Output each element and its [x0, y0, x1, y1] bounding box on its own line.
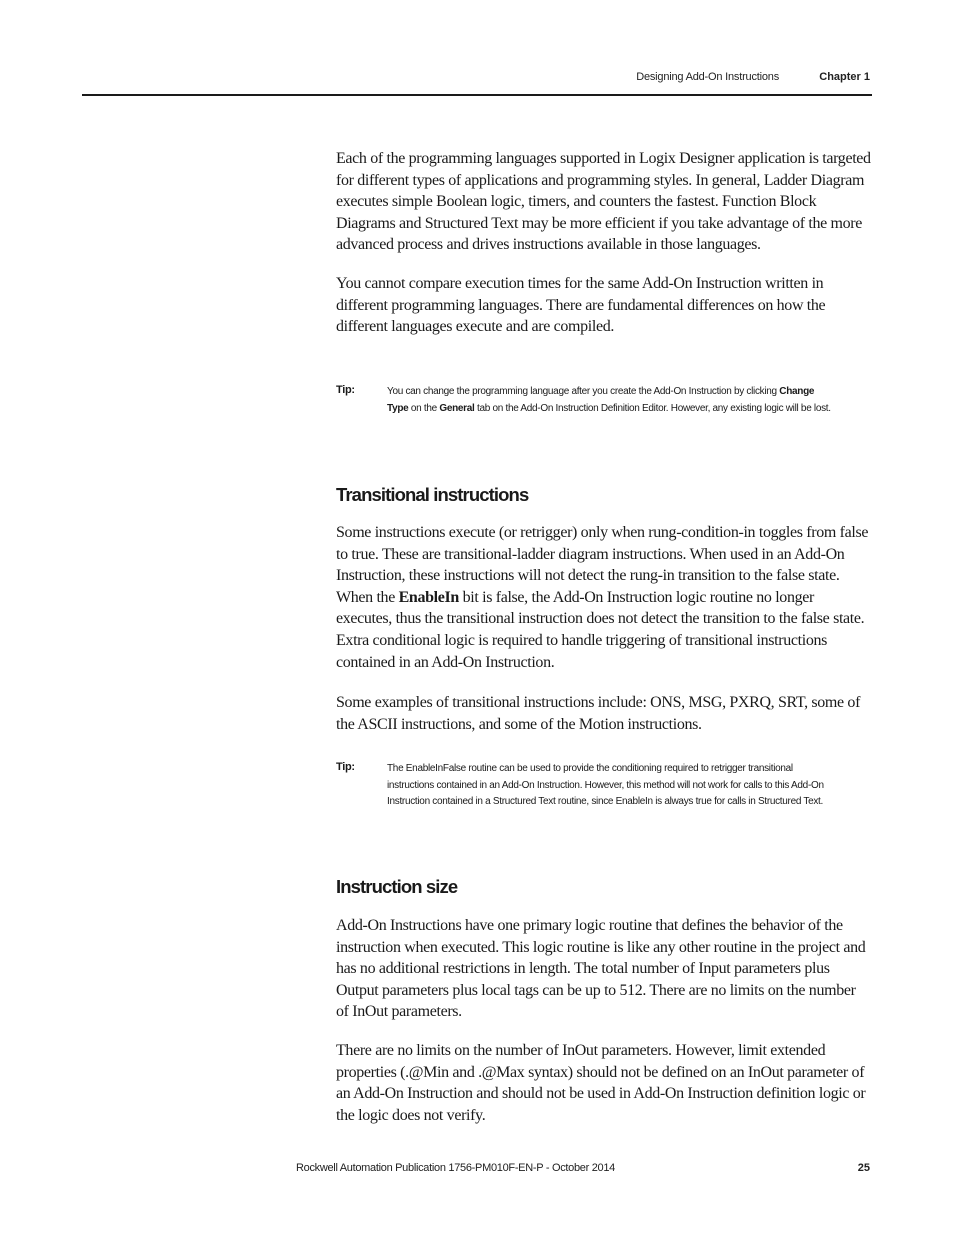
transitional-section	[336, 484, 871, 735]
transitional-paragraph-1: Some instructions execute (or retrigger) only when rung-condition-in toggles from false to true. These are transitional-ladder diagram instructions. When used in an Add-On Instruction, these instructions will not detect the rung-in transition to the false state. When the EnableIn bit is false, the Add-On Instruction logic routine no longer executes, thus the transitional instruction does not detect the transition to the false state. Extra conditional logic is required to handle triggering of transitional instructions contained in an Add-On Instruction.	[336, 524, 869, 671]
change-type-term: Change Type	[387, 386, 815, 414]
instruction-size-section	[336, 876, 871, 1126]
tip-text: The EnableInFalse routine can be used to provide the conditioning required to retrigger transitional instructions contained in an Add-On Instruction. However, this method will not work for calls to this Add-On Instruction contained in a Structured Text routine, since EnableIn is always true for calls in Structured Text.	[387, 763, 824, 807]
tip-note-2	[336, 761, 836, 829]
tip-text: You can change the programming language after you create the Add-On Instruction by clicking Change Type on the General tab on the Add-On Instruction Definition Editor. However, any existing logic will be lost.	[387, 386, 831, 414]
running-header-section: Designing Add-On Instructions	[636, 71, 779, 83]
running-header-chapter: Chapter 1	[819, 71, 870, 83]
section-heading-instruction-size: Instruction size	[336, 876, 458, 897]
instruction-size-paragraph-1: Add-On Instructions have one primary logic routine that defines the behavior of the instruction when executed. This logic routine is like any other routine in the project and has no additional restrictions in length. The total number of Input parameters plus Output parameters plus local tags can be up to 512. There are no limits on the number of InOut parameters.	[336, 917, 866, 1021]
transitional-paragraph-2: Some examples of transitional instructions include: ONS, MSG, PXRQ, SRT, some of the ASCII instructions, and some of the Motion instructions.	[336, 694, 861, 733]
intro-paragraph-2: You cannot compare execution times for the same Add-On Instruction written in different programming languages. There are fundamental differences on how the different languages execute and are compiled.	[336, 274, 826, 336]
footer-publication: Rockwell Automation Publication 1756-PM010F-EN-P - October 2014	[295, 1162, 615, 1174]
footer-page-number: 25	[857, 1162, 870, 1174]
intro-section	[336, 148, 871, 338]
intro-paragraph-1: Each of the programming languages supported in Logix Designer application is targeted for different types of applications and programming styles. In general, Ladder Diagram executes simple Boolean logic, timers, and counters the fastest. Function Block Diagrams and Structured Text may be more efficient if you take advantage of the more advanced process and drives instructions available in those languages.	[336, 150, 871, 254]
tip-label: Tip:	[336, 761, 355, 773]
tip-note-1	[336, 384, 836, 436]
enablein-term: EnableIn	[398, 588, 459, 606]
tip-label: Tip:	[336, 384, 355, 396]
header-rule	[82, 94, 872, 96]
instruction-size-paragraph-2: There are no limits on the number of InOut parameters. However, limit extended properties (.@Min and .@Max syntax) should not be defined on an InOut parameter of an Add-On Instruction and should not be used in Add-On Instruction definition logic or the logic does not verify.	[336, 1041, 866, 1124]
section-heading-transitional: Transitional instructions	[336, 484, 529, 505]
general-tab-term: General	[439, 402, 475, 414]
